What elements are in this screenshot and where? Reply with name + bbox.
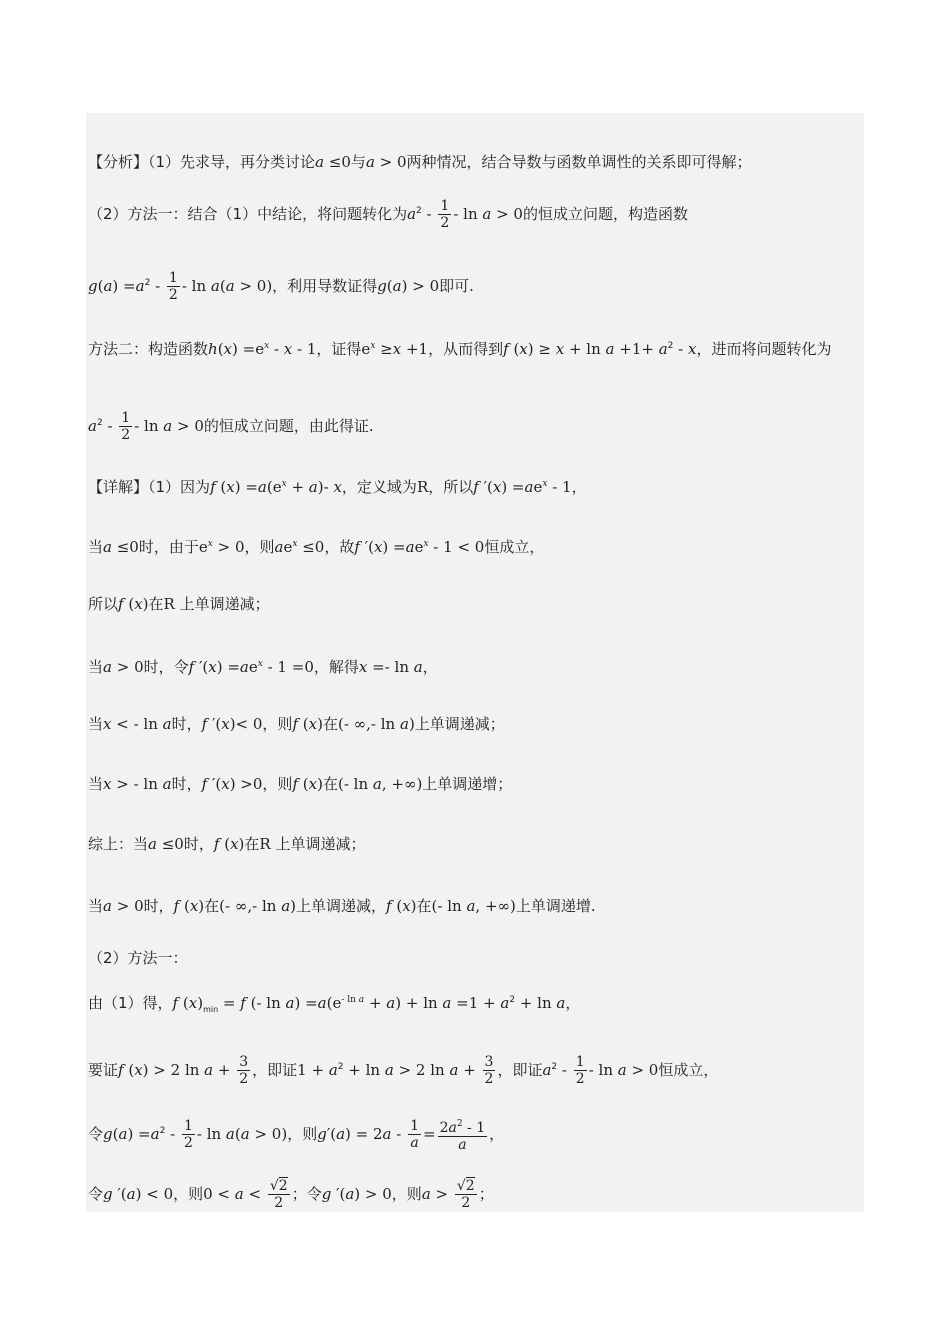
detail-line-13: 令g ′(a) < 0，则0 < a < $\frac{√2}{2}$ ；令g ′(a) > 0，则a > $\frac{√2}{2}$ ； — [88, 1178, 494, 1211]
detail-line-3: 所以f (x)在R 上单调递减； — [88, 595, 270, 613]
detail-line-11: 要证f (x) > 2 ln a + $\frac{3}{2}$ ，即证$1 + a^2 + \ln a > 2$ ln a + $\frac{3}{2}$ ，即证$a^2$ - $\frac{1}{2}$ - ln a > 0恒成立， — [88, 1054, 719, 1087]
detail-line-8: 当a > 0时，f (x)在(- ∞,- ln a)上单调递减，f (x)在(- ln a, +∞)上单调递增. — [88, 897, 596, 915]
detail-line-1: 【详解】（1）因为f $(x) =a(e^x + a)-$ x，定义域为R，所以f $'(x) =ae^x - 1$， — [88, 478, 587, 496]
detail-line-7: 综上：当a ≤0时，f (x)在R 上单调递减； — [88, 835, 366, 853]
detail-line-4: 当a > 0时，令f $'(x) =ae^x - 1 =0$，解得x =- ln a， — [88, 658, 438, 676]
analysis-line-3: $g(a) =a^2$ - $\frac{1}{2}$ - ln a(a > 0)，利用导数证得g(a) > 0即可. — [88, 270, 474, 303]
analysis-line-4: 方法二：构造函数$h(x) =e^x - x - 1$，证得$e^x \ge x +1$，从而得到f $(x) \ge x + \ln a +1+ a^2 - x$，进而将问题转化为 — [88, 340, 832, 358]
analysis-line-1: 【分析】（1）先求导，再分类讨论a ≤0与a > 0两种情况，结合导数与函数单调性的关系即可得解； — [88, 153, 752, 171]
detail-line-9: （2）方法一： — [88, 949, 188, 967]
analysis-line-2: （2）方法一：结合（1）中结论，将问题转化为$a^2$ - $\frac{1}{2}$ - ln a > 0的恒成立问题，构造函数 — [88, 198, 688, 231]
detail-line-6: 当x > - ln a时，f ′(x) >0，则f (x)在(- ln a, +∞)上单调递增； — [88, 775, 513, 793]
detail-line-5: 当x < - ln a时，f ′(x)< 0，则f (x)在(- ∞,- ln a)上单调递减； — [88, 715, 505, 733]
detail-line-2: 当a ≤0时，由于$e^x > 0$，则$ae^x \le 0$，故f $'(x) =ae^x - 1 < 0$恒成立， — [88, 538, 545, 556]
analysis-tag: 【分析】 — [88, 153, 149, 171]
analysis-line-5: $a^2$ - $\frac{1}{2}$ - ln a > 0的恒成立问题，由此得证. — [88, 410, 374, 443]
detail-tag: 【详解】 — [88, 478, 149, 496]
detail-line-12: 令$g(a) =a^2$ - $\frac{1}{2}$ - ln a(a > 0)，则g′(a) = 2a - $\frac{1}{a}$ = $\frac{2a^2 - 1}{a}$ ， — [88, 1118, 505, 1153]
detail-line-10: 由（1）得，f $(x)_{min} = f$ (- $\ln a) =a(e^{- ln a} + a) + \ln a =1 + a^2 + \ln a$， — [88, 994, 581, 1014]
